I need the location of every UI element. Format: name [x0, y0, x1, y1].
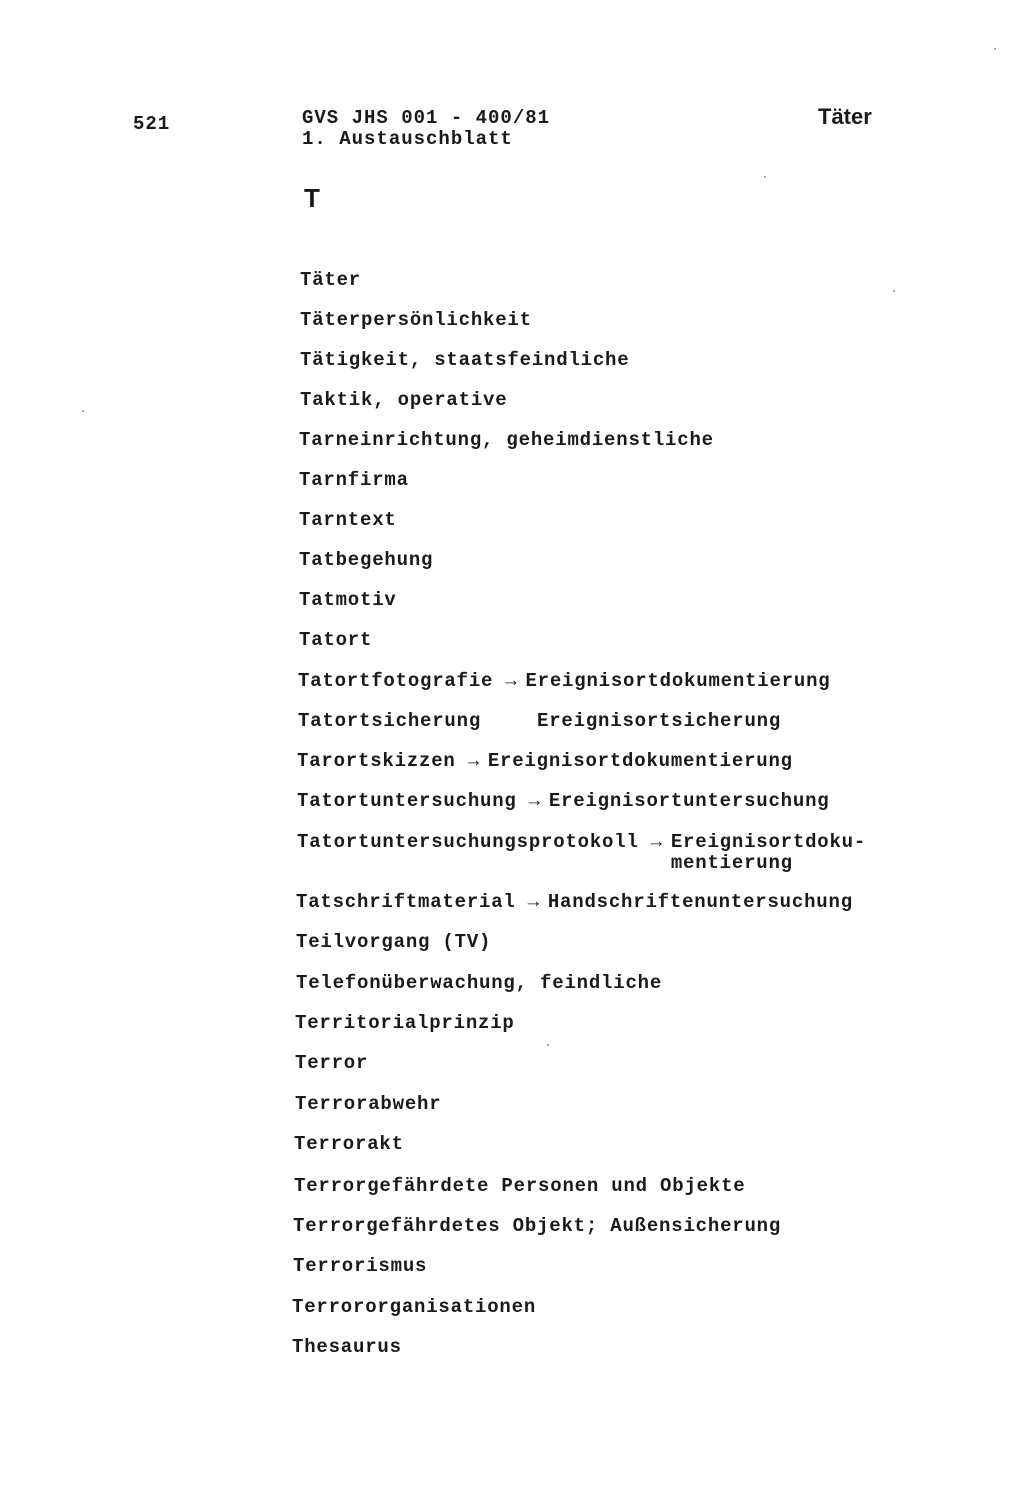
index-entry — [295, 1094, 441, 1115]
entry-term: Tatbegehung — [299, 549, 434, 571]
index-entry — [300, 270, 361, 291]
entry-term: Tatortsicherung — [298, 710, 482, 732]
entry-term: Tarneinrichtung, geheimdienstliche — [299, 429, 714, 451]
entry-see-reference: Ereignisortuntersuchung — [548, 790, 830, 812]
index-entry — [299, 510, 397, 531]
entry-term: Terrorgefährdetes Objekt; Außensicherung — [293, 1215, 782, 1237]
index-entry — [296, 892, 853, 913]
index-entry — [294, 1134, 404, 1155]
index-entry — [298, 711, 781, 732]
entry-term: Täterpersönlichkeit — [300, 309, 532, 331]
entry-term: Terrorgefährdete Personen und Objekte — [294, 1175, 746, 1197]
document-reference-line-2: 1. Austauschblatt — [302, 128, 513, 150]
entry-term: Tarnfirma — [299, 469, 409, 491]
index-entry — [300, 350, 629, 371]
document-reference-line-1: GVS JHS 001 - 400/81 — [302, 107, 551, 129]
scan-speck — [82, 410, 84, 412]
entry-term: Tatortuntersuchungsprotokoll — [297, 831, 639, 853]
entry-term: Tätigkeit, staatsfeindliche — [300, 349, 630, 371]
entry-term: Terrororganisationen — [292, 1296, 537, 1318]
scan-speck — [764, 176, 766, 178]
entry-see-reference: Ereignisortdokumentierung — [487, 750, 793, 772]
scan-speck — [994, 48, 996, 50]
entry-term: Thesaurus — [292, 1336, 402, 1358]
index-entry — [292, 1297, 536, 1318]
index-entry — [296, 973, 662, 994]
entry-see-reference-continuation: mentierung — [670, 852, 793, 874]
entry-term: Terror — [295, 1052, 369, 1074]
index-entry — [295, 1013, 515, 1034]
entry-see-reference-block — [671, 832, 866, 874]
index-entry — [292, 1337, 402, 1358]
scan-speck — [547, 1044, 549, 1046]
entry-term: Täter — [300, 269, 362, 291]
entry-term: Terrorismus — [293, 1255, 428, 1277]
index-entry — [293, 1256, 427, 1277]
index-entry — [293, 1216, 781, 1237]
scan-speck — [893, 290, 895, 292]
entry-term: Tarntext — [299, 509, 397, 531]
entry-term: Tarortskizzen — [297, 750, 456, 772]
index-entry — [297, 832, 866, 874]
page-number: 521 — [133, 113, 171, 135]
entry-term: Teilvorgang (TV) — [296, 931, 492, 953]
index-entry — [299, 550, 433, 571]
entry-term: Terrorabwehr — [295, 1093, 442, 1115]
index-entry — [299, 470, 409, 491]
entry-see-reference: Handschriftenuntersuchung — [547, 891, 853, 913]
index-entry — [299, 630, 372, 651]
running-head: Täter — [818, 104, 872, 129]
entry-see-reference: Ereignisortsicherung — [537, 710, 782, 732]
index-entry — [299, 430, 714, 451]
index-entry — [298, 671, 830, 692]
entry-term: Tatortuntersuchung — [297, 790, 517, 812]
entry-term: Terrorakt — [294, 1133, 404, 1155]
index-entry — [295, 1053, 368, 1074]
entry-see-reference: Ereignisortdoku- — [670, 831, 867, 853]
entry-term: Telefonüberwachung, feindliche — [296, 972, 663, 994]
see-arrow-icon: → — [528, 790, 541, 812]
entry-term: Tatort — [299, 629, 373, 651]
section-letter: T — [304, 183, 320, 213]
see-arrow-icon: → — [527, 891, 540, 913]
entry-see-reference: Ereignisortdokumentierung — [525, 670, 831, 692]
index-entry — [300, 310, 532, 331]
index-entry — [297, 791, 830, 812]
index-entry — [300, 390, 507, 411]
index-entry — [299, 590, 397, 611]
see-arrow-icon: → — [467, 750, 480, 772]
see-arrow-icon: → — [505, 670, 518, 692]
entry-term: Tatortfotografie — [298, 670, 494, 692]
entry-term: Tatschriftmaterial — [296, 891, 516, 913]
see-arrow-icon: → — [650, 831, 663, 853]
index-entry — [297, 751, 793, 772]
index-entry — [296, 932, 491, 953]
entry-term: Taktik, operative — [300, 389, 508, 411]
index-entry — [294, 1176, 745, 1197]
entry-term: Tatmotiv — [299, 589, 397, 611]
entry-term: Territorialprinzip — [295, 1012, 515, 1034]
